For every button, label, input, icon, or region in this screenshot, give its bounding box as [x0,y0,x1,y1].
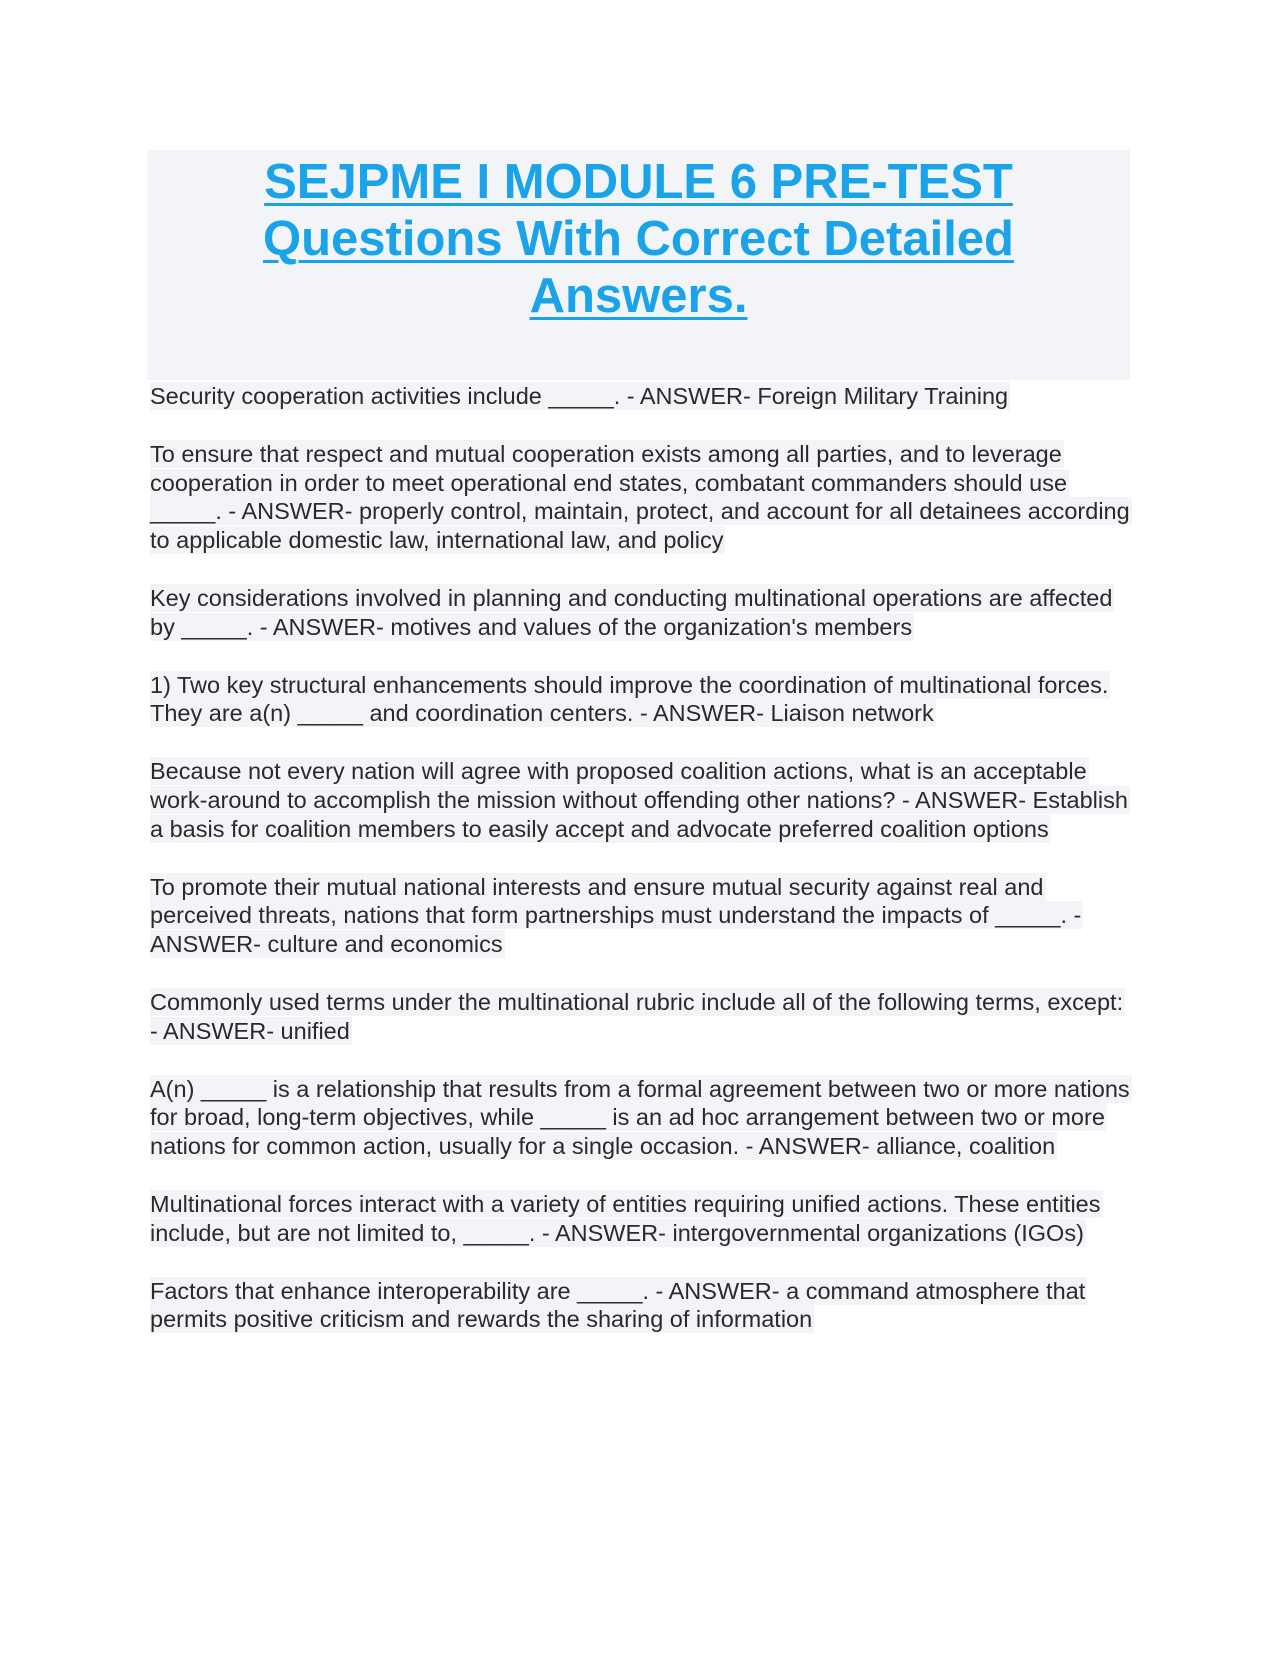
qa-text: Key considerations involved in planning and conducting multinational operations are affected by _____. - ANSWER- motives and values of the organization's members [150,584,1113,640]
qa-item [150,382,1130,411]
qa-item [150,1075,1130,1161]
qa-item [150,584,1130,642]
document-title [147,150,1130,325]
qa-text: A(n) _____ is a relationship that results from a formal agreement between two or more nations for broad, long-term objectives, while _____ is an ad hoc arrangement between two or more nations for common action, usually for a single occasion. - ANSWER- alliance, coalition [150,1075,1130,1160]
qa-text: 1) Two key structural enhancements should improve the coordination of multinational forces. They are a(n) _____ and coordination centers. - ANSWER- Liaison network [150,671,1109,727]
qa-text: Factors that enhance interoperability are _____. - ANSWER- a command atmosphere that permits positive criticism and rewards the sharing of information [150,1277,1086,1333]
qa-text: Security cooperation activities include _____. - ANSWER- Foreign Military Training [150,383,1009,409]
qa-item [150,1190,1130,1248]
title-line-1: SEJPME I MODULE 6 PRE-TEST [264,155,1013,209]
qa-text: Commonly used terms under the multinational rubric include all of the following terms, except: - ANSWER- unified [150,988,1124,1044]
qa-item [150,988,1130,1046]
qa-item [150,671,1130,729]
qa-list [150,382,1130,1363]
qa-text: Multinational forces interact with a variety of entities requiring unified actions. These entities include, but are not limited to, _____. - ANSWER- intergovernmental organizations (IGOs) [150,1190,1101,1246]
qa-text: To ensure that respect and mutual cooperation exists among all parties, and to leverage cooperation in order to meet operational end states, combatant commanders should use _____. - ANSWER- properly control, maintain, protect, and account for all detainees according to applicable domestic law, international law, and policy [150,440,1130,554]
qa-item [150,757,1130,843]
qa-item [150,873,1130,959]
title-block [147,150,1130,380]
qa-text: Because not every nation will agree with proposed coalition actions, what is an acceptable work-around to accomplish the mission without offending other nations? - ANSWER- Establish a basis for coalition members to easily accept and advocate preferred coalition options [150,758,1128,842]
title-line-3: Answers. [529,269,748,323]
qa-text: To promote their mutual national interests and ensure mutual security against real and perceived threats, nations that form partnerships must understand the impacts of _____. - ANSWER- culture and economics [150,873,1082,958]
qa-item [150,440,1130,555]
qa-item [150,1277,1130,1335]
title-line-2: Questions With Correct Detailed [262,212,1014,266]
